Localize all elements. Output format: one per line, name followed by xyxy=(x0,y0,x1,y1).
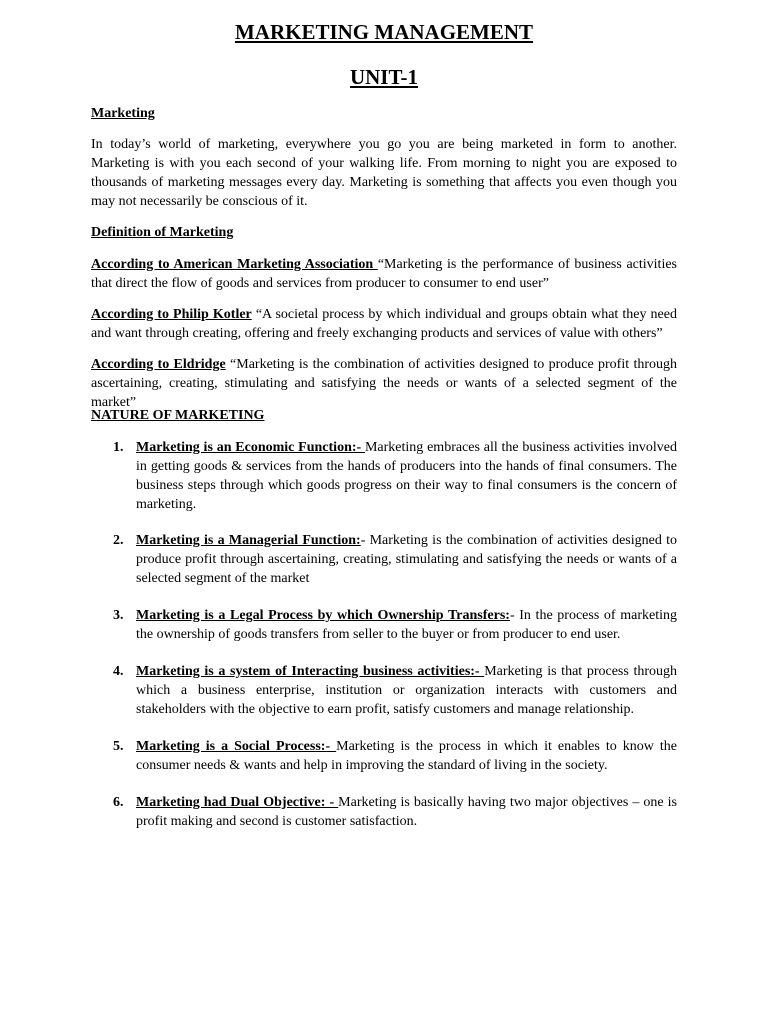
item-text: Marketing is that process through which a business enterprise, institution or organization interacts with customers and stakeholders with the objective to earn profit, satisfy customers and manage relationship. xyxy=(136,664,677,717)
item-text: Marketing is basically having two major objectives – one is profit making and second is customer satisfaction. xyxy=(136,795,677,829)
item-heading: Marketing is a system of Interacting business activities:- xyxy=(136,664,485,679)
item-heading: Marketing is a Legal Process by which Ownership Transfers: xyxy=(136,608,510,623)
item-number: 1. xyxy=(113,440,124,455)
item-text: Marketing is the process in which it enables to know the consumer needs & wants and help in improving the standard of living in the society. xyxy=(136,739,677,773)
definition-text: “Marketing is the performance of business activities that direct the flow of goods and services from producer to consumer to end user” xyxy=(91,257,677,291)
unit-title: UNIT-1 xyxy=(349,65,419,89)
nature-heading: NATURE OF MARKETING xyxy=(91,408,265,423)
item-number: 6. xyxy=(113,795,124,810)
nature-item xyxy=(91,662,677,719)
item-heading: Marketing is an Economic Function:- xyxy=(136,440,365,455)
item-number: 4. xyxy=(113,664,124,679)
definition-text: “A societal process by which individual and groups obtain what they need and want through creating, offering and freely exchanging products and services of value with others” xyxy=(91,307,677,341)
nature-item xyxy=(91,531,677,588)
item-body xyxy=(136,737,677,775)
item-number: 2. xyxy=(113,533,124,548)
item-heading: Marketing is a Social Process:- xyxy=(136,739,337,754)
item-body xyxy=(136,531,677,588)
definition-text: “Marketing is the combination of activities designed to produce profit through ascertaining, creating, stimulating and satisfying the needs or wants of a selected segment of the market” xyxy=(91,357,678,410)
item-text: - In the process of marketing the ownership of goods transfers from seller to the buyer or from producer to end user. xyxy=(136,608,677,642)
item-heading: Marketing is a Managerial Function: xyxy=(136,533,361,548)
definition-source: According to Philip Kotler xyxy=(91,307,252,322)
nature-item xyxy=(91,793,677,831)
item-heading: Marketing had Dual Objective: - xyxy=(136,795,339,810)
nature-item xyxy=(91,438,677,514)
marketing-heading: Marketing xyxy=(91,106,155,121)
item-text: - Marketing is the combination of activities designed to produce profit through ascertaining, creating, stimulating and satisfying the needs or wants of a selected segment of the market xyxy=(136,533,678,586)
definition-heading: Definition of Marketing xyxy=(91,225,234,240)
item-number: 5. xyxy=(113,739,124,754)
item-body xyxy=(136,438,677,514)
definition-ama xyxy=(91,255,677,293)
definition-kotler xyxy=(91,305,677,343)
item-body xyxy=(136,662,677,719)
item-text: Marketing embraces all the business activities involved in getting goods & services from the hands of producers into the hands of final consumers. The business steps through which goods progress on their way to final consumers is the concern of marketing. xyxy=(136,440,678,512)
document-title: MARKETING MANAGEMENT xyxy=(234,20,534,44)
definition-source: According to Eldridge xyxy=(91,357,226,372)
nature-item xyxy=(91,737,677,775)
item-number: 3. xyxy=(113,608,124,623)
item-body xyxy=(136,793,677,831)
item-body xyxy=(136,606,677,644)
definition-eldridge xyxy=(91,355,677,412)
nature-item xyxy=(91,606,677,644)
definition-source: According to American Marketing Association xyxy=(91,257,378,272)
intro-paragraph: In today’s world of marketing, everywhere you go you are being marketed in form to another. Marketing is with you each second of your walking life. From morning to night you are exposed to thousands of marketing messages every day. Marketing is something that affects you even though you may not necessarily be conscious of it. xyxy=(91,137,677,209)
